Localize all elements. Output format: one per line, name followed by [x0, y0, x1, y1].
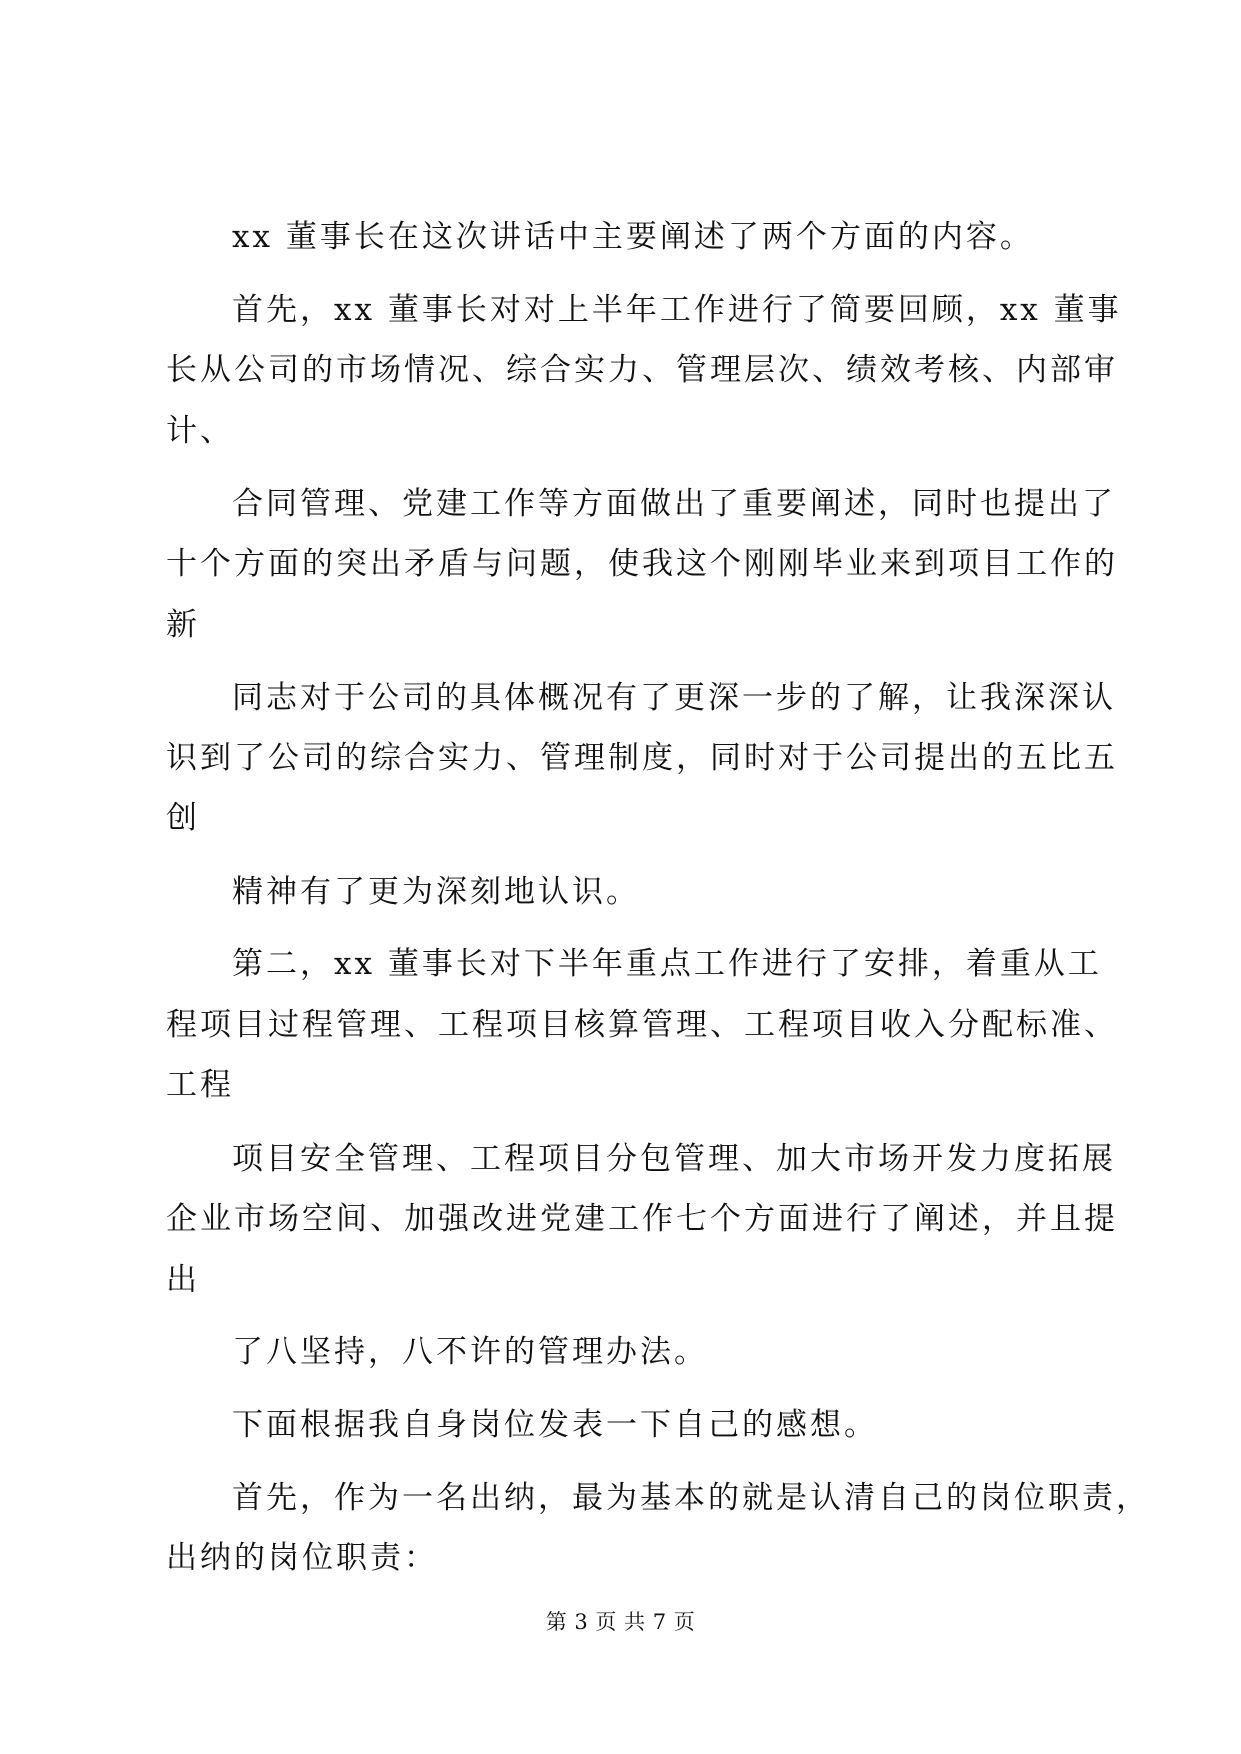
paragraph-line: 首先，作为一名出纳，最为基本的就是认清自己的岗位职责，: [232, 1480, 1150, 1516]
paragraph-line: 新: [166, 607, 200, 643]
paragraph-line: 第二，xx 董事长对下半年重点工作进行了安排，着重从工: [232, 946, 1102, 982]
paragraph-line: 企业市场空间、加强改进党建工作七个方面进行了阐述，并且提: [166, 1201, 1118, 1237]
paragraph-line: 精神有了更为深刻地认识。: [232, 874, 640, 910]
page-number-footer: 第 3 页 共 7 页: [545, 1610, 696, 1634]
paragraph-line: 合同管理、党建工作等方面做出了重要阐述，同时也提出了: [232, 486, 1116, 522]
paragraph-line: 长从公司的市场情况、综合实力、管理层次、绩效考核、内部审: [166, 352, 1118, 388]
paragraph-line: 程项目过程管理、工程项目核算管理、工程项目收入分配标准、: [166, 1007, 1118, 1043]
paragraph-line: 了八坚持，八不许的管理办法。: [232, 1334, 708, 1370]
paragraph-line: 十个方面的突出矛盾与问题，使我这个刚刚毕业来到项目工作的: [166, 546, 1118, 582]
paragraph-line: 工程: [166, 1067, 234, 1103]
paragraph-line: 创: [166, 800, 200, 836]
paragraph-line: 计、: [166, 413, 234, 449]
paragraph-line: 识到了公司的综合实力、管理制度，同时对于公司提出的五比五: [166, 740, 1118, 776]
paragraph-line: 出纳的岗位职责：: [166, 1540, 438, 1576]
paragraph-line: 项目安全管理、工程项目分包管理、加大市场开发力度拓展: [232, 1141, 1116, 1177]
paragraph-line: 首先，xx 董事长对对上半年工作进行了简要回顾，xx 董事: [232, 292, 1122, 328]
paragraph-line: 出: [166, 1262, 200, 1298]
paragraph-line: 同志对于公司的具体概况有了更深一步的了解，让我深深认: [232, 680, 1116, 716]
paragraph-line: 下面根据我自身岗位发表一下自己的感想。: [232, 1407, 878, 1443]
paragraph-line: xx 董事长在这次讲话中主要阐述了两个方面的内容。: [232, 219, 1034, 255]
